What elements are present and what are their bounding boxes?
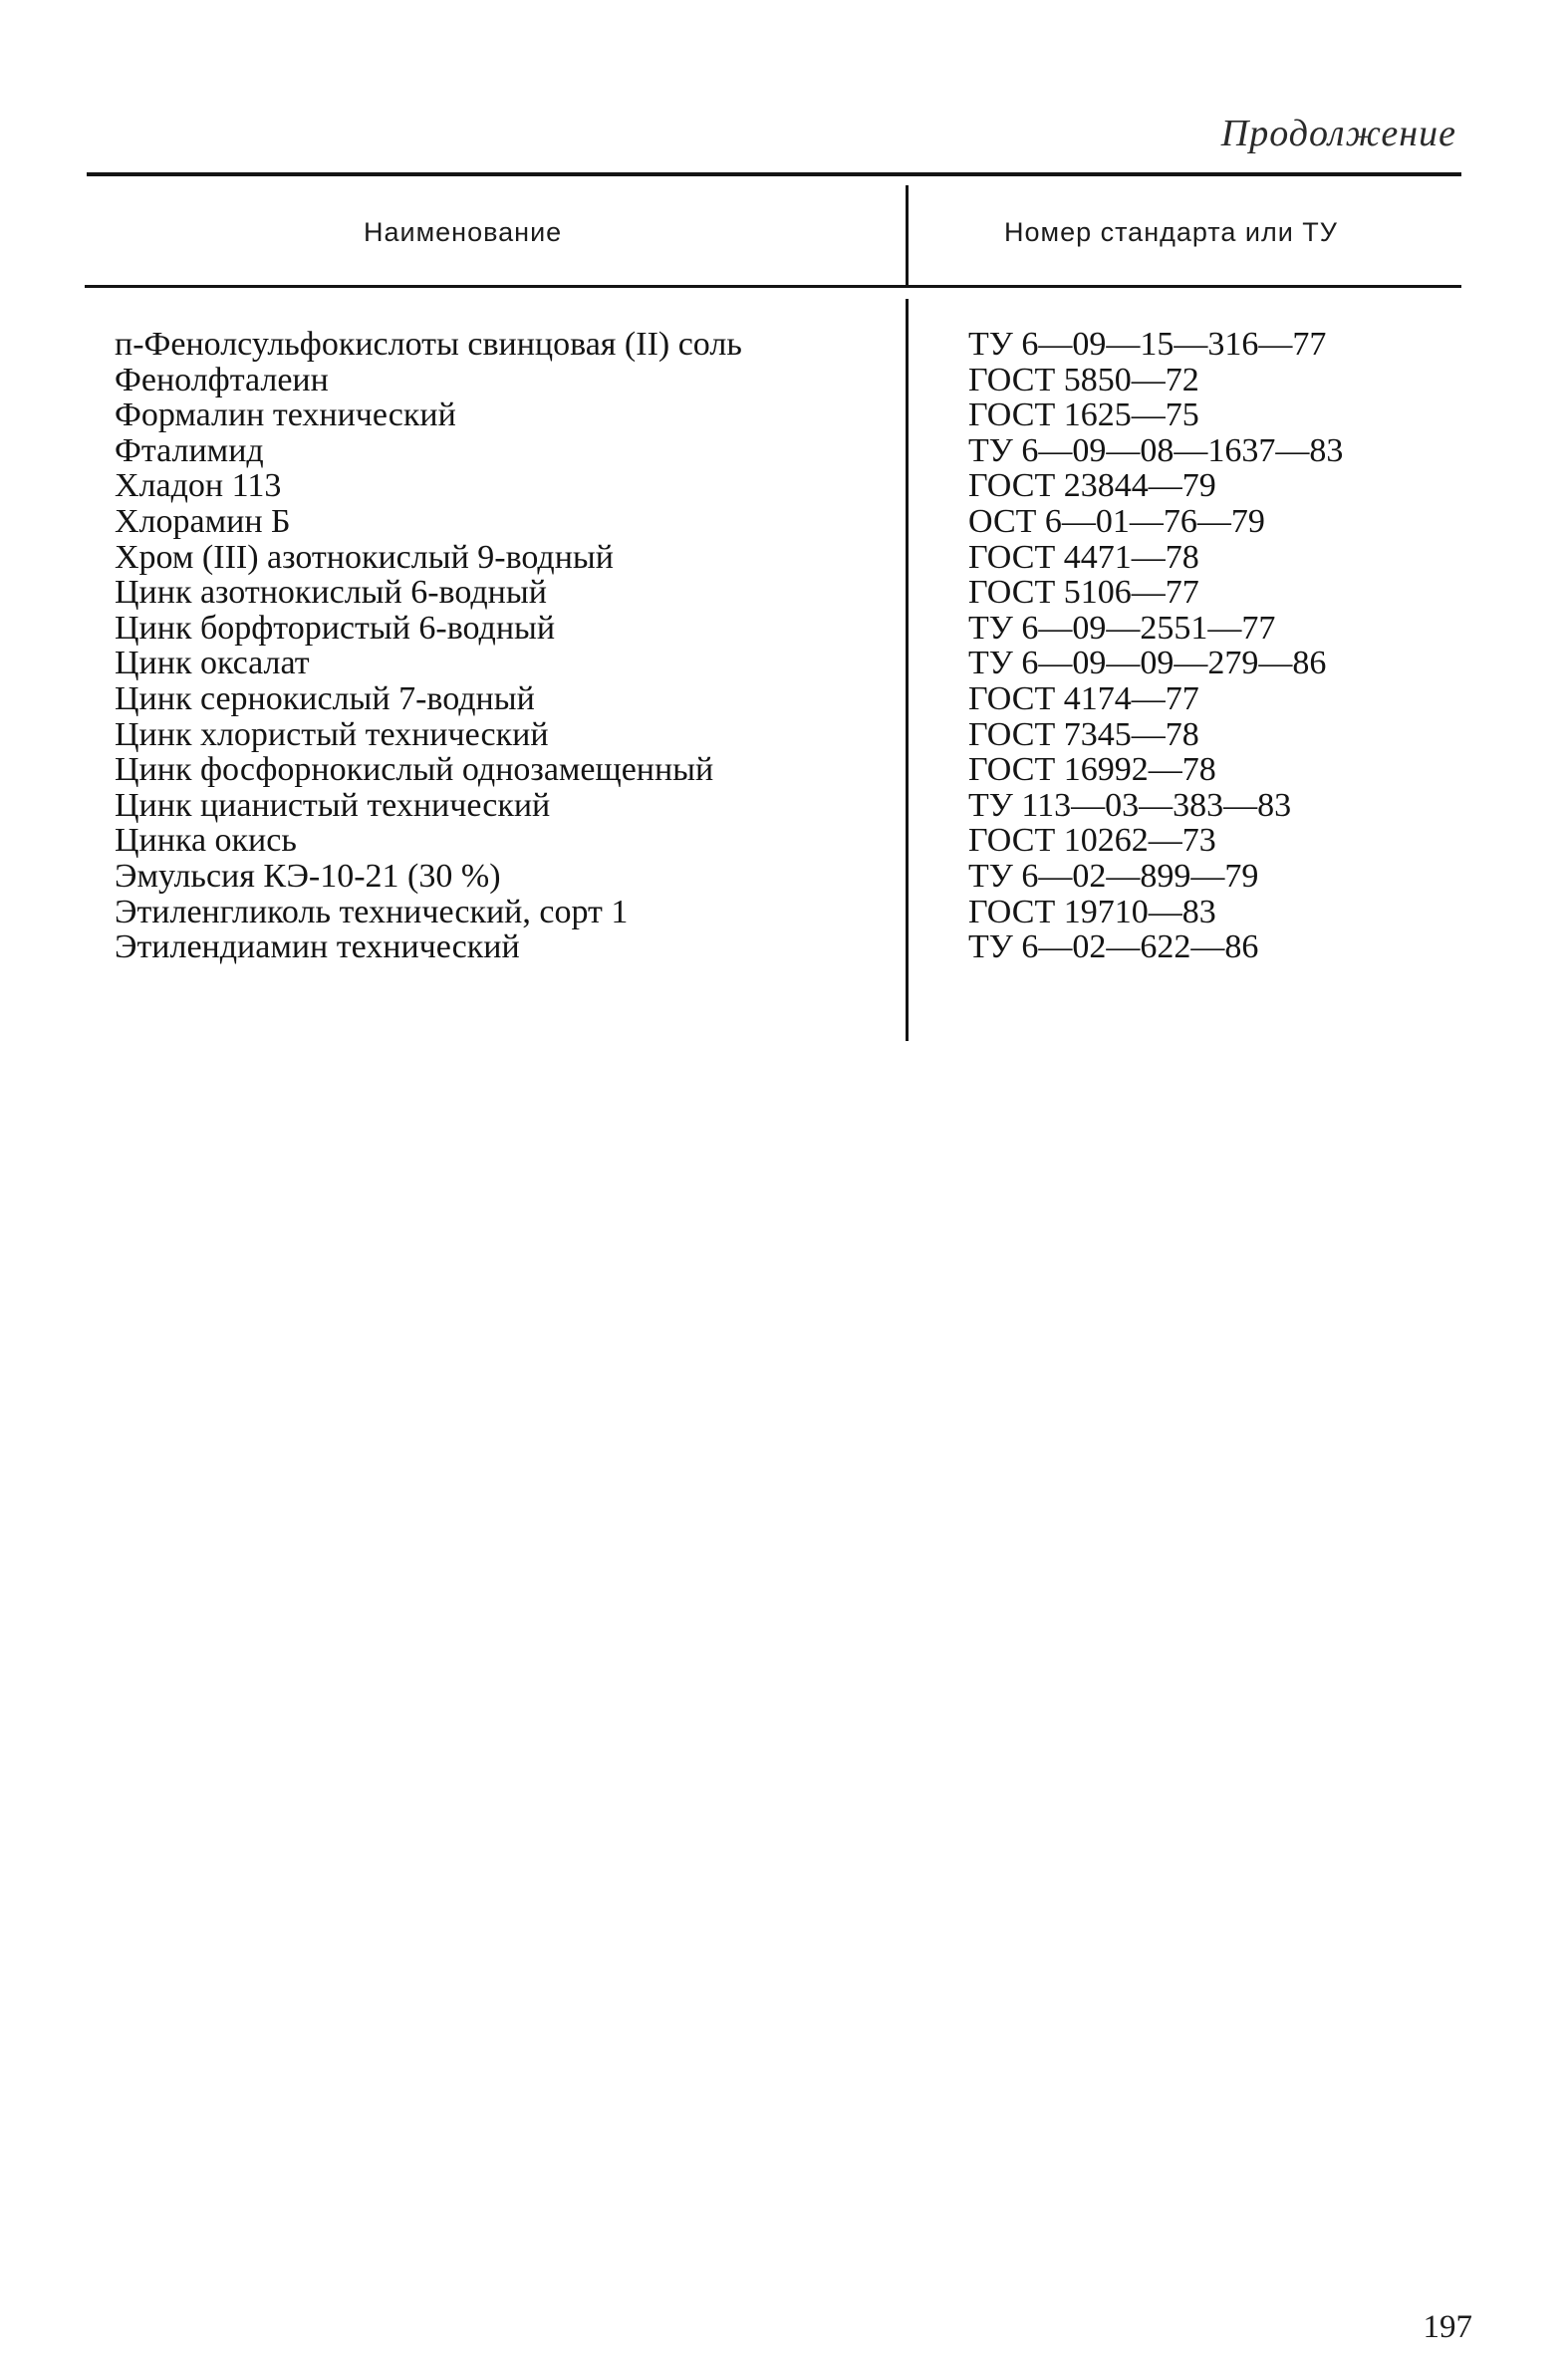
cell-name: Фенолфталеин: [115, 361, 329, 398]
header-name: Наименование: [364, 217, 563, 247]
table-row: [0, 823, 1568, 859]
table-row: [0, 646, 1568, 681]
table-row: [0, 752, 1568, 788]
table-row: [0, 717, 1568, 753]
cell-name: Цинка окись: [115, 822, 297, 860]
table-row: [0, 363, 1568, 398]
cell-name: Фталимид: [115, 431, 264, 469]
cell-name: Этилендиамин технический: [115, 928, 520, 966]
cell-standard: ТУ 6—09—15—316—77: [968, 326, 1327, 363]
cell-name: Цинк азотнокислый 6-водный: [115, 574, 547, 612]
table-row: [0, 504, 1568, 540]
table-row: [0, 929, 1568, 965]
cell-standard: ТУ 6—02—899—79: [968, 857, 1259, 895]
table-row: [0, 327, 1568, 363]
cell-name: Формалин технический: [115, 396, 456, 434]
cell-name: Цинк хлористый технический: [115, 715, 549, 753]
table-row: [0, 895, 1568, 930]
cell-standard: ТУ 6—09—09—279—86: [968, 645, 1327, 682]
table-row: [0, 681, 1568, 717]
cell-standard: ГОСТ 16992—78: [968, 751, 1216, 789]
table-row: [0, 540, 1568, 576]
cell-name: Эмульсия КЭ-10-21 (30 %): [115, 857, 501, 895]
cell-standard: ТУ 6—02—622—86: [968, 928, 1259, 966]
header-column-divider: [906, 185, 909, 286]
cell-standard: ГОСТ 7345—78: [968, 715, 1199, 753]
cell-name: Цинк оксалат: [115, 645, 310, 682]
cell-standard: ГОСТ 19710—83: [968, 893, 1216, 930]
cell-name: Цинк цианистый технический: [115, 786, 551, 824]
cell-standard: ТУ 6—09—08—1637—83: [968, 431, 1344, 469]
cell-standard: ГОСТ 4471—78: [968, 538, 1199, 576]
table-row: [0, 611, 1568, 647]
table-row: [0, 433, 1568, 469]
cell-standard: ТУ 6—09—2551—77: [968, 609, 1276, 647]
table-row: [0, 575, 1568, 611]
cell-standard: ГОСТ 10262—73: [968, 822, 1216, 860]
cell-standard: ГОСТ 23844—79: [968, 467, 1216, 505]
cell-name: Цинк борфтористый 6-водный: [115, 609, 556, 647]
cell-standard: ГОСТ 5850—72: [968, 361, 1199, 398]
cell-name: Хладон 113: [115, 467, 282, 505]
cell-standard: ГОСТ 4174—77: [968, 679, 1199, 717]
table-body: [0, 327, 1568, 965]
cell-name: п-Фенолсульфокислоты свинцовая (II) соль: [115, 326, 742, 363]
table-row: [0, 788, 1568, 824]
cell-name: Цинк сернокислый 7-водный: [115, 679, 535, 717]
header-bottom-rule: [85, 285, 1461, 288]
table-row: [0, 397, 1568, 433]
cell-name: Этиленгликоль технический, сорт 1: [115, 893, 629, 930]
cell-standard: ТУ 113—03—383—83: [968, 786, 1292, 824]
cell-standard: ГОСТ 5106—77: [968, 574, 1199, 612]
cell-name: Цинк фосфорнокислый однозамещенный: [115, 751, 714, 789]
cell-name: Хром (III) азотнокислый 9-водный: [115, 538, 614, 576]
cell-name: Хлорамин Б: [115, 502, 291, 540]
table-top-rule: [87, 172, 1461, 176]
table-row: [0, 468, 1568, 504]
cell-standard: ГОСТ 1625—75: [968, 396, 1199, 434]
header-standard: Номер стандарта или ТУ: [1004, 217, 1338, 247]
page-number: 197: [1423, 2309, 1472, 2345]
table-row: [0, 859, 1568, 895]
continuation-label: Продолжение: [1220, 113, 1456, 154]
cell-standard: ОСТ 6—01—76—79: [968, 502, 1265, 540]
